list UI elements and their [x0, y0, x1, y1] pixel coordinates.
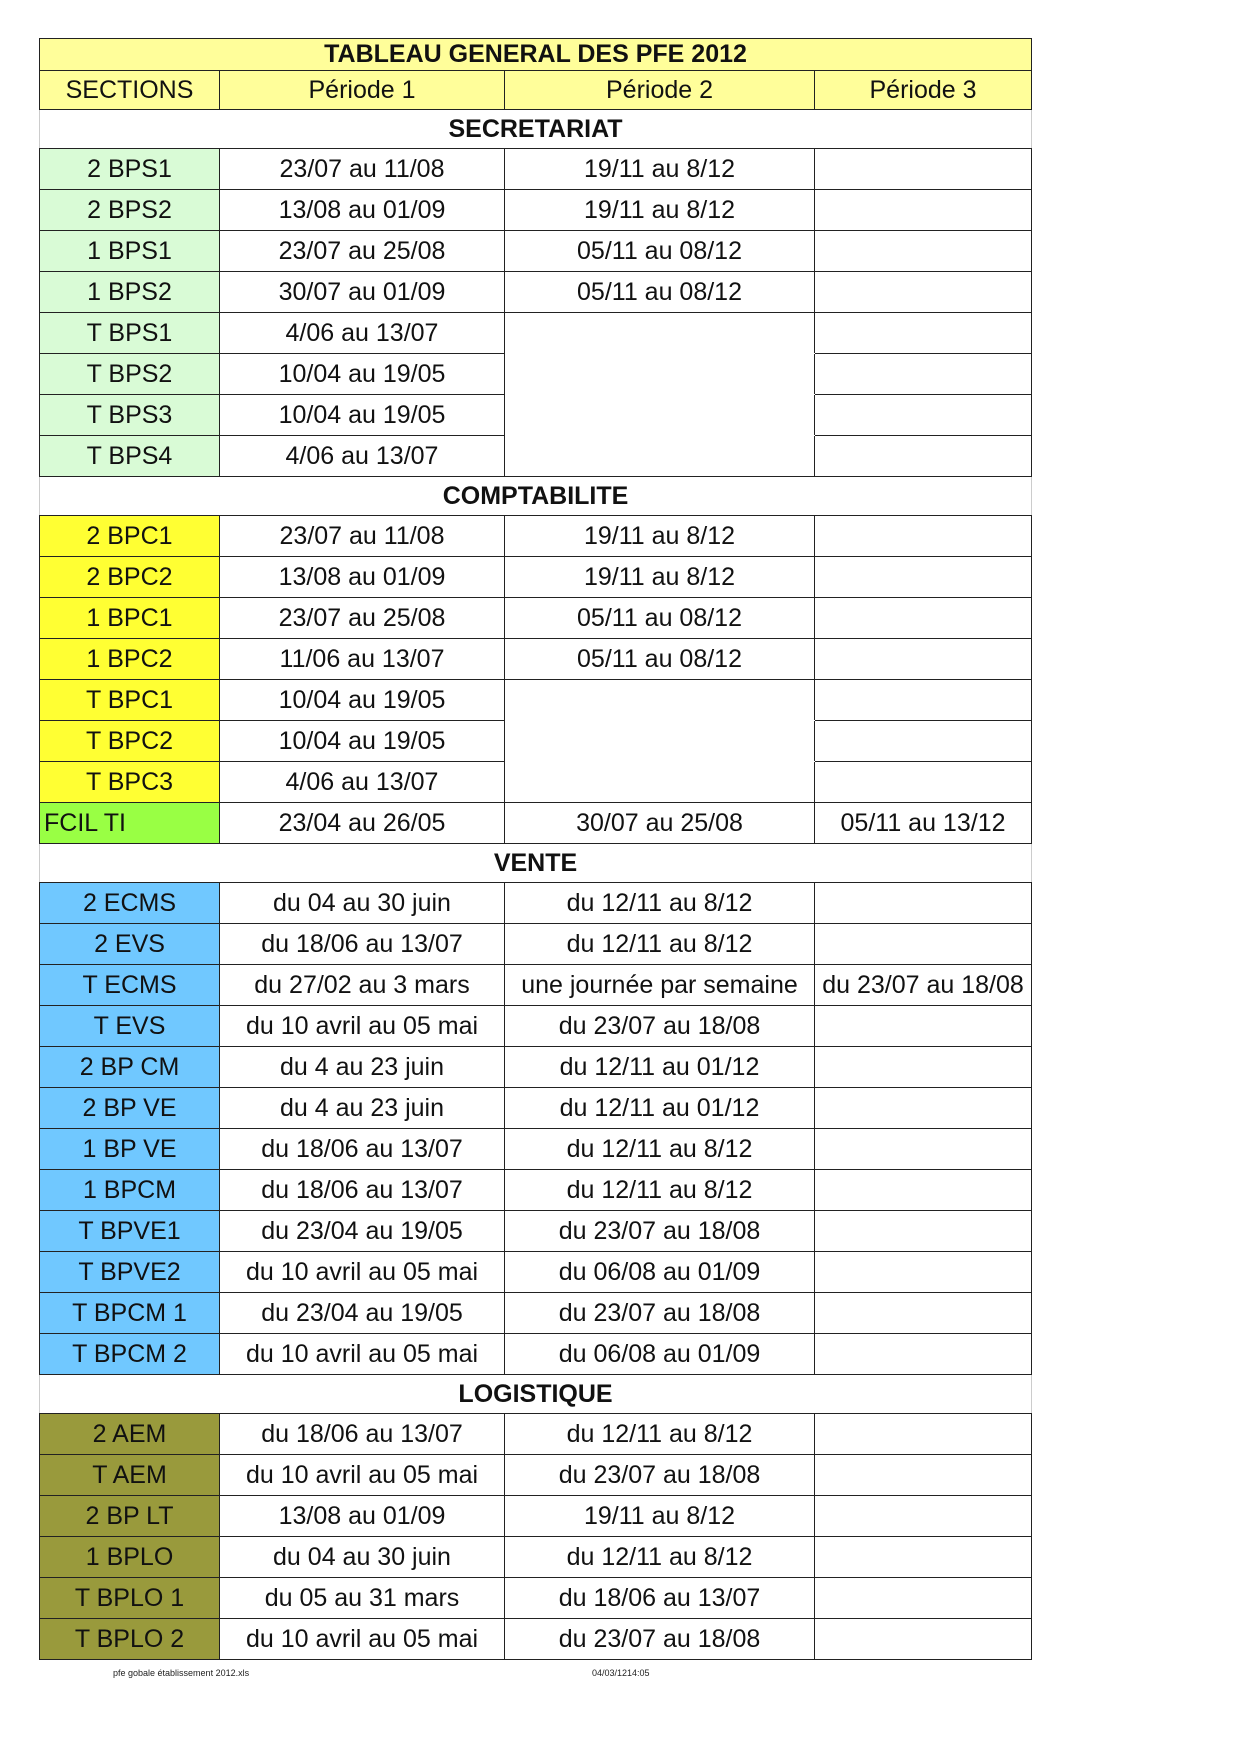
period-3-cell: [815, 272, 1032, 313]
period-1-cell: 23/07 au 25/08: [220, 598, 505, 639]
period-1-cell: du 10 avril au 05 mai: [220, 1619, 505, 1660]
period-1-cell: 13/08 au 01/09: [220, 190, 505, 231]
period-2-cell: du 12/11 au 8/12: [505, 1537, 815, 1578]
section-cell: 2 BP VE: [40, 1088, 220, 1129]
table-row: [40, 1088, 1032, 1129]
period-2-cell: 30/07 au 25/08: [505, 803, 815, 844]
period-2-cell: [505, 680, 815, 721]
period-3-cell: [815, 1619, 1032, 1660]
period-2-cell: du 12/11 au 8/12: [505, 883, 815, 924]
section-cell: T BPC1: [40, 680, 220, 721]
period-2-cell: 05/11 au 08/12: [505, 639, 815, 680]
table-row: [40, 149, 1032, 190]
section-cell: T AEM: [40, 1455, 220, 1496]
footer-filename: pfe gobale établissement 2012.xls: [113, 1668, 250, 1678]
period-1-cell: du 10 avril au 05 mai: [220, 1006, 505, 1047]
period-2-cell: du 18/06 au 13/07: [505, 1578, 815, 1619]
period-3-cell: [815, 557, 1032, 598]
section-cell: FCIL TI: [40, 803, 220, 844]
period-3-cell: [815, 1129, 1032, 1170]
header-sections: SECTIONS: [40, 71, 220, 110]
period-1-cell: 10/04 au 19/05: [220, 680, 505, 721]
period-3-cell: [815, 231, 1032, 272]
section-cell: 1 BPC2: [40, 639, 220, 680]
table-row: [40, 231, 1032, 272]
section-header-row: [40, 477, 1032, 516]
table-row: [40, 1211, 1032, 1252]
period-1-cell: du 27/02 au 3 mars: [220, 965, 505, 1006]
section-cell: 2 BPC2: [40, 557, 220, 598]
table-row: [40, 1293, 1032, 1334]
period-1-cell: du 18/06 au 13/07: [220, 1129, 505, 1170]
table-row: [40, 1047, 1032, 1088]
table-row: [40, 1170, 1032, 1211]
period-2-cell: du 23/07 au 18/08: [505, 1455, 815, 1496]
period-3-cell: [815, 1414, 1032, 1455]
period-2-cell: une journée par semaine: [505, 965, 815, 1006]
table-row: [40, 1455, 1032, 1496]
period-1-cell: 30/07 au 01/09: [220, 272, 505, 313]
period-1-cell: 4/06 au 13/07: [220, 436, 505, 477]
period-1-cell: 13/08 au 01/09: [220, 1496, 505, 1537]
period-3-cell: [815, 762, 1032, 803]
period-2-cell: 05/11 au 08/12: [505, 272, 815, 313]
period-3-cell: du 23/07 au 18/08: [815, 965, 1032, 1006]
table-row: [40, 1129, 1032, 1170]
period-3-cell: [815, 395, 1032, 436]
period-1-cell: du 18/06 au 13/07: [220, 1170, 505, 1211]
period-1-cell: du 05 au 31 mars: [220, 1578, 505, 1619]
section-title: LOGISTIQUE: [40, 1375, 1032, 1414]
section-cell: T BPCM 1: [40, 1293, 220, 1334]
period-2-cell: du 12/11 au 01/12: [505, 1047, 815, 1088]
period-2-cell: 05/11 au 08/12: [505, 598, 815, 639]
period-1-cell: 13/08 au 01/09: [220, 557, 505, 598]
table-row: [40, 1578, 1032, 1619]
section-cell: 1 BPCM: [40, 1170, 220, 1211]
period-3-cell: [815, 1211, 1032, 1252]
period-3-cell: [815, 1455, 1032, 1496]
header-period-2: Période 2: [505, 71, 815, 110]
period-3-cell: [815, 1006, 1032, 1047]
section-cell: 2 BP CM: [40, 1047, 220, 1088]
table-row: [40, 395, 1032, 436]
section-cell: T BPS4: [40, 436, 220, 477]
period-1-cell: 4/06 au 13/07: [220, 762, 505, 803]
period-2-cell: du 12/11 au 01/12: [505, 1088, 815, 1129]
section-cell: 2 BP LT: [40, 1496, 220, 1537]
period-2-cell: du 23/07 au 18/08: [505, 1006, 815, 1047]
period-1-cell: du 10 avril au 05 mai: [220, 1455, 505, 1496]
period-3-cell: [815, 1170, 1032, 1211]
pfe-table-body: [40, 39, 1032, 1660]
section-cell: 2 BPS1: [40, 149, 220, 190]
period-1-cell: 23/07 au 11/08: [220, 149, 505, 190]
table-row: [40, 965, 1032, 1006]
table-row: [40, 762, 1032, 803]
period-2-cell: du 23/07 au 18/08: [505, 1619, 815, 1660]
table-row: [40, 1006, 1032, 1047]
section-cell: 1 BPS1: [40, 231, 220, 272]
period-3-cell: [815, 1293, 1032, 1334]
period-1-cell: 11/06 au 13/07: [220, 639, 505, 680]
table-row: [40, 1496, 1032, 1537]
section-cell: 1 BP VE: [40, 1129, 220, 1170]
table-row: [40, 557, 1032, 598]
period-3-cell: [815, 721, 1032, 762]
section-cell: 1 BPC1: [40, 598, 220, 639]
period-1-cell: 10/04 au 19/05: [220, 354, 505, 395]
header-period-1: Période 1: [220, 71, 505, 110]
period-2-cell: 19/11 au 8/12: [505, 149, 815, 190]
header-period-3: Période 3: [815, 71, 1032, 110]
period-3-cell: [815, 436, 1032, 477]
period-2-cell: du 12/11 au 8/12: [505, 1170, 815, 1211]
period-2-cell: [505, 354, 815, 395]
period-3-cell: [815, 516, 1032, 557]
table-row: [40, 598, 1032, 639]
table-row: [40, 883, 1032, 924]
period-1-cell: 10/04 au 19/05: [220, 395, 505, 436]
period-2-cell: du 12/11 au 8/12: [505, 1129, 815, 1170]
period-1-cell: du 10 avril au 05 mai: [220, 1252, 505, 1293]
period-1-cell: du 04 au 30 juin: [220, 1537, 505, 1578]
period-1-cell: 23/07 au 25/08: [220, 231, 505, 272]
section-cell: T BPC2: [40, 721, 220, 762]
section-cell: T BPVE2: [40, 1252, 220, 1293]
table-row: [40, 436, 1032, 477]
section-cell: T BPCM 2: [40, 1334, 220, 1375]
period-2-cell: du 23/07 au 18/08: [505, 1293, 815, 1334]
period-3-cell: [815, 924, 1032, 965]
period-2-cell: 19/11 au 8/12: [505, 190, 815, 231]
period-2-cell: 19/11 au 8/12: [505, 557, 815, 598]
period-3-cell: [815, 1537, 1032, 1578]
period-3-cell: [815, 1252, 1032, 1293]
period-1-cell: du 18/06 au 13/07: [220, 924, 505, 965]
table-row: [40, 190, 1032, 231]
period-1-cell: 4/06 au 13/07: [220, 313, 505, 354]
period-1-cell: du 18/06 au 13/07: [220, 1414, 505, 1455]
period-3-cell: [815, 1578, 1032, 1619]
period-2-cell: du 06/08 au 01/09: [505, 1252, 815, 1293]
period-2-cell: [505, 762, 815, 803]
section-title: VENTE: [40, 844, 1032, 883]
period-2-cell: [505, 436, 815, 477]
table-title: TABLEAU GENERAL DES PFE 2012: [40, 39, 1032, 71]
pfe-table: [39, 38, 1032, 1660]
section-title: COMPTABILITE: [40, 477, 1032, 516]
period-1-cell: du 04 au 30 juin: [220, 883, 505, 924]
section-title: SECRETARIAT: [40, 110, 1032, 149]
table-row: [40, 680, 1032, 721]
table-row: [40, 1537, 1032, 1578]
table-row: [40, 924, 1032, 965]
period-1-cell: du 10 avril au 05 mai: [220, 1334, 505, 1375]
period-1-cell: 23/07 au 11/08: [220, 516, 505, 557]
period-3-cell: [815, 883, 1032, 924]
section-header-row: [40, 844, 1032, 883]
period-3-cell: [815, 190, 1032, 231]
period-3-cell: [815, 313, 1032, 354]
section-cell: 2 AEM: [40, 1414, 220, 1455]
period-3-cell: [815, 639, 1032, 680]
section-cell: 2 EVS: [40, 924, 220, 965]
period-3-cell: 05/11 au 13/12: [815, 803, 1032, 844]
period-3-cell: [815, 1496, 1032, 1537]
period-1-cell: du 23/04 au 19/05: [220, 1293, 505, 1334]
section-header-row: [40, 110, 1032, 149]
period-2-cell: du 12/11 au 8/12: [505, 1414, 815, 1455]
title-row: [40, 39, 1032, 71]
period-3-cell: [815, 1088, 1032, 1129]
period-1-cell: du 4 au 23 juin: [220, 1047, 505, 1088]
section-cell: T BPVE1: [40, 1211, 220, 1252]
section-cell: 2 BPS2: [40, 190, 220, 231]
table-row: [40, 516, 1032, 557]
table-row: [40, 639, 1032, 680]
section-cell: T BPS2: [40, 354, 220, 395]
table-row: [40, 354, 1032, 395]
period-2-cell: du 06/08 au 01/09: [505, 1334, 815, 1375]
table-row: [40, 1414, 1032, 1455]
section-cell: T BPS3: [40, 395, 220, 436]
header-row: [40, 71, 1032, 110]
section-cell: T ECMS: [40, 965, 220, 1006]
section-cell: T BPS1: [40, 313, 220, 354]
table-row: [40, 721, 1032, 762]
section-cell: T BPC3: [40, 762, 220, 803]
period-1-cell: du 23/04 au 19/05: [220, 1211, 505, 1252]
section-cell: 1 BPLO: [40, 1537, 220, 1578]
period-2-cell: [505, 395, 815, 436]
period-2-cell: du 12/11 au 8/12: [505, 924, 815, 965]
period-2-cell: 19/11 au 8/12: [505, 1496, 815, 1537]
table-row: [40, 313, 1032, 354]
table-row: [40, 1252, 1032, 1293]
table-row: [40, 1334, 1032, 1375]
period-1-cell: 23/04 au 26/05: [220, 803, 505, 844]
section-cell: 2 BPC1: [40, 516, 220, 557]
period-1-cell: 10/04 au 19/05: [220, 721, 505, 762]
table-row: [40, 803, 1032, 844]
period-2-cell: [505, 721, 815, 762]
period-3-cell: [815, 1047, 1032, 1088]
period-2-cell: [505, 313, 815, 354]
section-cell: T BPLO 1: [40, 1578, 220, 1619]
period-2-cell: 05/11 au 08/12: [505, 231, 815, 272]
period-3-cell: [815, 354, 1032, 395]
section-cell: 2 ECMS: [40, 883, 220, 924]
period-1-cell: du 4 au 23 juin: [220, 1088, 505, 1129]
table-row: [40, 272, 1032, 313]
footer-datetime: 04/03/1214:05: [592, 1668, 650, 1678]
period-3-cell: [815, 598, 1032, 639]
table-row: [40, 1619, 1032, 1660]
section-cell: T BPLO 2: [40, 1619, 220, 1660]
period-3-cell: [815, 680, 1032, 721]
period-3-cell: [815, 149, 1032, 190]
section-header-row: [40, 1375, 1032, 1414]
period-2-cell: 19/11 au 8/12: [505, 516, 815, 557]
period-3-cell: [815, 1334, 1032, 1375]
section-cell: T EVS: [40, 1006, 220, 1047]
period-2-cell: du 23/07 au 18/08: [505, 1211, 815, 1252]
section-cell: 1 BPS2: [40, 272, 220, 313]
